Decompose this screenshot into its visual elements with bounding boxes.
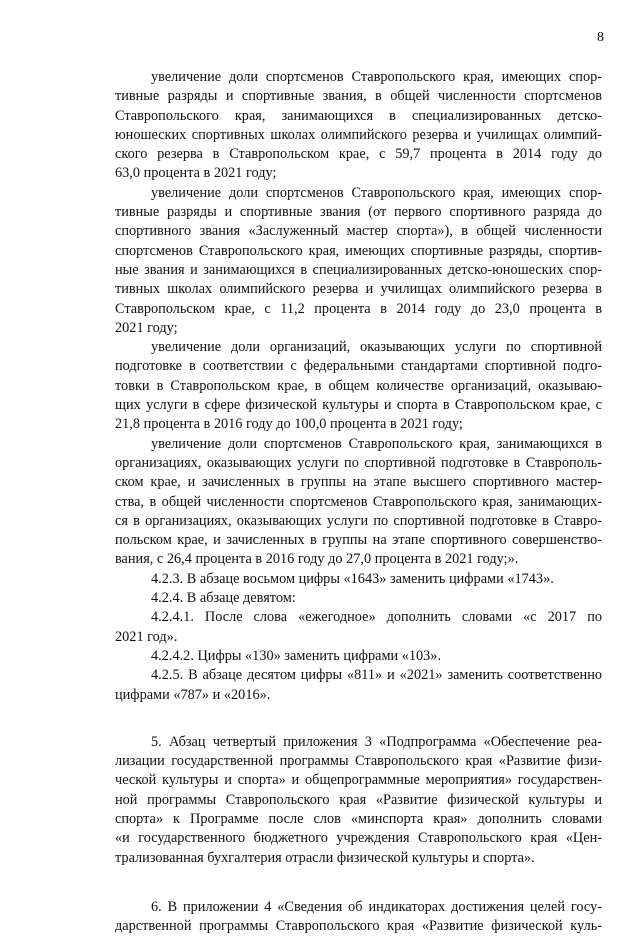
paragraph	[115, 666, 602, 705]
text-line: Ставропольского края, занимающихся в специализированных детско-	[115, 107, 602, 124]
text-line: увеличение доли спортсменов Ставропольского края, имеющих спор-	[151, 69, 602, 85]
text-line: спортивного звания «Заслуженный мастер спорта»), в общей численности	[115, 223, 602, 240]
text-line: увеличение доли организаций, оказывающих услуги по спортивной	[151, 339, 602, 356]
text-line: ся в организациях, оказывающих услуги по спортивной подготовке в Ставро-	[115, 512, 602, 529]
text-line: тивные разряды и спортивные звания (от первого спортивного разряда до	[115, 204, 602, 221]
text-line: 4.2.5. В абзаце десятом цифры «811» и «2021» заменить соответственно	[151, 667, 602, 684]
text-line: увеличение доли спортсменов Ставропольского края, занимающихся в	[151, 435, 602, 452]
paragraph	[115, 68, 602, 184]
text-line: 21,8 процента в 2016 году до 100,0 процента в 2021 году;	[115, 416, 463, 433]
text-line: цифрами «787» и «2016».	[115, 686, 271, 703]
text-line: увеличение доли спортсменов Ставропольского края, имеющих спор-	[151, 184, 602, 201]
text-line: трализованная бухгалтерия отрасли физической культуры и спорта».	[115, 849, 535, 866]
text-line: польском крае, и зачисленных в группы на этапе спортивного совершенство-	[115, 532, 602, 549]
text-line: 4.2.3. В абзаце восьмом цифры «1643» заменить цифрами «1743».	[151, 570, 554, 587]
text-line: тивные разряды и спортивные звания, в общей численности спортсменов	[115, 88, 602, 105]
text-line: дарственной программы Ставропольского края «Развитие физической куль-	[115, 918, 602, 935]
text-line: 4.2.4. В абзаце девятом:	[151, 590, 296, 607]
text-line: товки в Ставропольском крае, в общем количестве организаций, оказываю-	[115, 377, 602, 394]
text-line: 2021 год».	[115, 628, 178, 645]
paragraph	[115, 647, 602, 666]
text-line: 2021 году;	[115, 319, 178, 336]
paragraph	[115, 589, 602, 608]
text-line: ском крае, и зачисленных в группы на этапе высшего спортивного мастер-	[115, 474, 602, 491]
text-line: спорта» к Программе после слов «минспорта края» дополнить словами	[115, 810, 602, 827]
text-line: ства, в общей численности спортсменов Ставропольского края, занимающих-	[115, 493, 602, 510]
paragraph	[115, 570, 602, 589]
paragraph	[115, 338, 602, 434]
page-number: 8	[597, 30, 604, 45]
paragraph	[115, 184, 602, 338]
text-line: ского резерва в Ставропольском крае, с 59,7 процента в 2014 году до	[115, 146, 602, 163]
document-body	[115, 68, 602, 936]
text-line: ные звания и занимающихся в специализированных детско-юношеских спор-	[115, 261, 602, 278]
text-line: ной программы Ставропольского края «Развитие физической культуры и	[115, 791, 602, 808]
text-line: лизации государственной программы Ставропольского края «Развитие физи-	[115, 753, 602, 770]
text-line: щих услуги в сфере физической культуры и спорта в Ставропольском крае, с	[115, 397, 602, 414]
text-line: организациях, оказывающих услуги по спортивной подготовке в Ставрополь-	[115, 454, 602, 471]
text-line: ческой культуры и спорта» и общепрограммные мероприятия» государствен-	[115, 772, 602, 789]
text-line: 4.2.4.1. После слова «ежегодное» дополнить словами «с 2017 по	[151, 609, 602, 626]
paragraph	[115, 608, 602, 647]
text-line: 4.2.4.2. Цифры «130» заменить цифрами «103».	[151, 647, 442, 664]
text-line: подготовке в соответствии с федеральными стандартами спортивной подго-	[115, 358, 602, 375]
text-line: «и государственного бюджетного учреждения Ставропольского края «Цен-	[115, 830, 602, 847]
text-line: 5. Абзац четвертый приложения 3 «Подпрограмма «Обеспечение реа-	[151, 733, 602, 750]
paragraph-spacer	[115, 868, 602, 898]
text-line: тивных школах олимпийского резерва и училищах олимпийского резерва в	[115, 281, 602, 298]
paragraph	[115, 898, 602, 936]
text-line: спортсменов Ставропольского края, имеющих спортивные разряды, спортив-	[115, 242, 602, 259]
text-line: вания, с 26,4 процента в 2016 году до 27,0 процента в 2021 году;».	[115, 551, 519, 568]
text-line: юношеских спортивных школах олимпийского резерва и училищах олимпий-	[115, 126, 602, 143]
text-line: Ставропольском крае, с 11,2 процента в 2014 году до 23,0 процента в	[115, 300, 602, 317]
paragraph	[115, 733, 602, 868]
paragraph	[115, 435, 602, 570]
text-line: 63,0 процента в 2021 году;	[115, 165, 277, 182]
text-line: 6. В приложении 4 «Сведения об индикаторах достижения целей госу-	[151, 898, 602, 915]
paragraph-spacer	[115, 705, 602, 733]
